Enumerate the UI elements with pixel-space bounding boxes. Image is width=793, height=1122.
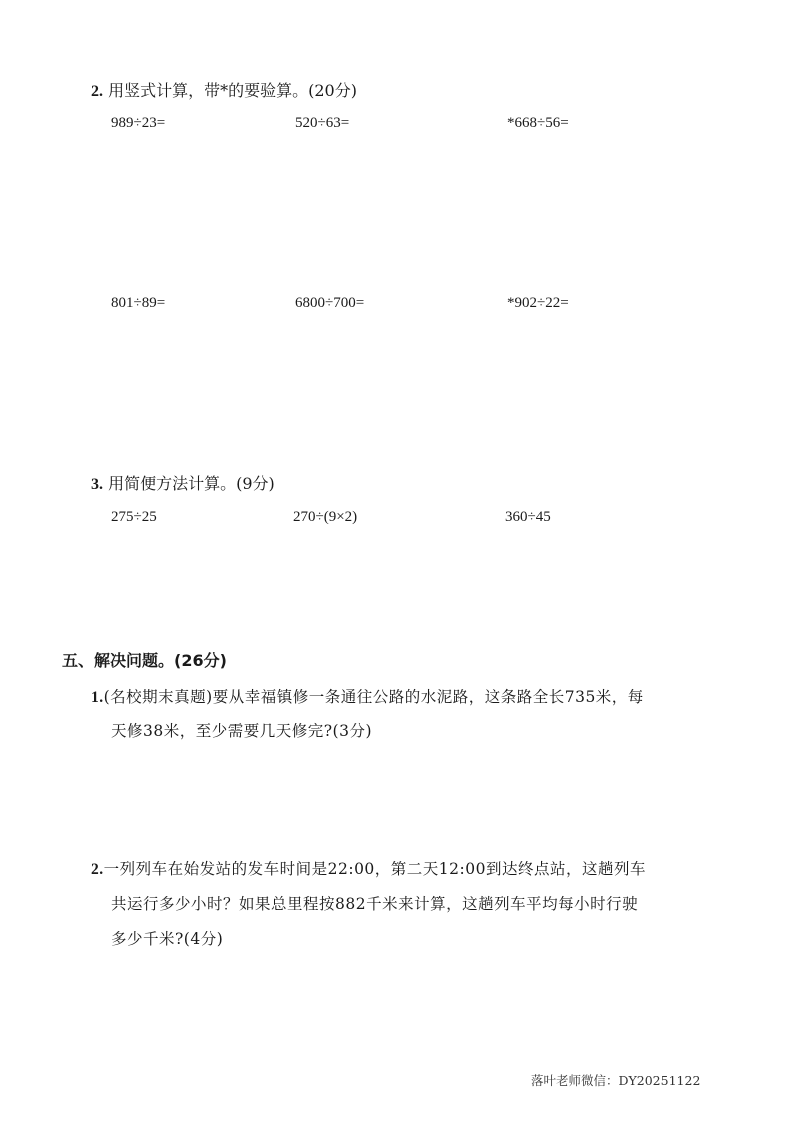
- q2-heading: [91, 78, 357, 101]
- q3-heading: [91, 471, 275, 494]
- q2-item-5: 6800÷700=: [295, 295, 365, 311]
- q3-item-3: 360÷45: [505, 509, 551, 525]
- q3-item-2: 270÷(9×2): [293, 509, 358, 525]
- q3-number: 3.: [91, 476, 103, 493]
- s5-problem2-line3: 多少千米?(4分): [111, 930, 224, 948]
- section5-title: 五、解决问题。(26分): [62, 651, 227, 670]
- q2-item-2: 520÷63=: [295, 115, 350, 131]
- s5-problem2-text1: 一列列车在始发站的发车时间是22:00，第二天12:00到达终点站，这趟列车: [103, 860, 646, 878]
- q3-title: 用简便方法计算。(9分): [108, 474, 275, 493]
- footer-contact: 落叶老师微信：DY20251122: [531, 1073, 701, 1088]
- q3-item-1: 275÷25: [111, 509, 157, 525]
- s5-problem2-line1: [91, 857, 646, 879]
- q2-number: 2.: [91, 83, 103, 100]
- q2-item-1: 989÷23=: [111, 115, 166, 131]
- s5-problem1-text1: (名校期末真题)要从幸福镇修一条通往公路的水泥路，这条路全长735米，每: [103, 688, 644, 706]
- s5-problem2-line2: 共运行多少小时？如果总里程按882千米来计算，这趟列车平均每小时行驶: [111, 895, 639, 913]
- q2-item-6: *902÷22=: [507, 295, 569, 311]
- q2-item-4: 801÷89=: [111, 295, 166, 311]
- s5-problem2-number: 2.: [91, 861, 104, 878]
- q2-item-3: *668÷56=: [507, 115, 569, 131]
- s5-problem1-line1: [91, 685, 644, 707]
- q2-title: 用竖式计算，带*的要验算。(20分): [108, 81, 357, 100]
- s5-problem1-line2: 天修38米，至少需要几天修完?(3分): [111, 722, 372, 740]
- s5-problem1-number: 1.: [91, 689, 104, 706]
